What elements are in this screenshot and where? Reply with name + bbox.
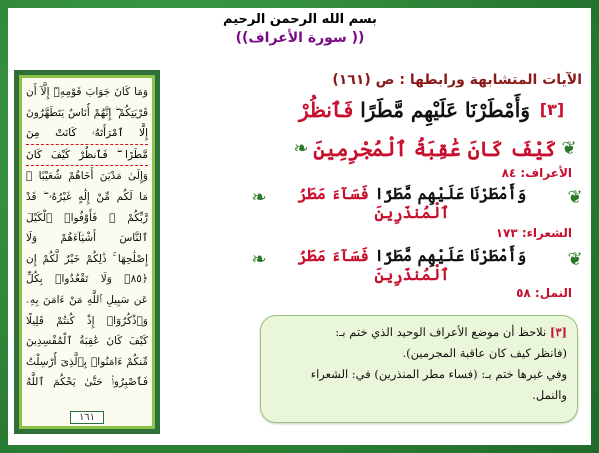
mushaf-line: إِلَّا ٱمْرَأَتَهُۥ كَانَتْ مِنَ xyxy=(26,123,148,145)
ornament-icon: ❧ xyxy=(251,249,267,270)
mushaf-line: مَا لَكُم مِّنْ إِلَٰهٍ غَيْرُهُۥ ۖ قَدْ xyxy=(26,190,148,203)
mushaf-line: ٱلنَّاسَ أَشْيَآءَهُمْ وَلَا xyxy=(26,232,148,245)
ornament-icon: ❦ xyxy=(567,249,583,270)
main-ayah-red: فَٱنظُرْ xyxy=(298,98,354,122)
mushaf-page-inner xyxy=(19,75,155,429)
label-araf: الأعراف: ٨٤ xyxy=(501,166,572,180)
note-box xyxy=(260,315,578,423)
label-shuara: الشعراء: ١٧٣ xyxy=(495,226,572,240)
mushaf-line: فَٱصْبِرُوا۟ حَتَّىٰ يَحْكُمَ ٱللَّهُ xyxy=(26,376,148,389)
ornament-icon: ❧ xyxy=(251,187,267,208)
main-ayah-line2: كَيْفَ كَانَ عَٰقِبَةُ ٱلْمُجْرِمِينَ xyxy=(313,137,557,161)
mushaf-line: قَرْيَتِكُمْ ۖ إِنَّهُمْ أُنَاسٌ يَتَطَهَّرُونَ xyxy=(26,106,148,119)
mushaf-line: عَن سَبِيلِ ٱللَّهِ مَنْ ءَامَنَ بِهِۦ xyxy=(26,293,148,306)
ayah-shuara xyxy=(262,246,562,284)
ayah-araf-black: وَأَمْطَرْنَا عَلَيْهِم مَّطَرًا xyxy=(374,184,527,203)
mushaf-line: وَمَا كَانَ جَوَابَ قَوْمِهِۦٓ إِلَّآ أَن xyxy=(26,86,148,98)
ayah-shuara-black: وَأَمْطَرْنَا عَلَيْهِم مَّطَرًا xyxy=(374,246,527,265)
note-line-1 xyxy=(271,322,567,343)
mushaf-page xyxy=(14,70,160,434)
ayah-araf xyxy=(262,184,562,222)
mushaf-line: كَيْفَ كَانَ عَٰقِبَةُ ٱلْمُفْسِدِينَ xyxy=(26,335,148,348)
mushaf-line: وَإِلَىٰ مَدْيَنَ أَخَاهُمْ شُعَيْبًا ۗ xyxy=(26,170,148,183)
label-naml: النمل: ٥٨ xyxy=(516,286,572,300)
mushaf-line: رَّبِّكُمْ ۖ فَأَوْفُوا۟ ٱلْكَيْلَ xyxy=(26,211,148,224)
note-line-4: والنمل. xyxy=(532,388,567,402)
mushaf-line: وَٱذْكُرُوٓا۟ إِذْ كُنتُمْ قَلِيلًا xyxy=(26,314,148,327)
mushaf-line: مَّطَرًا ۖ فَٱنظُرْ كَيْفَ كَانَ xyxy=(26,145,148,167)
ornament-icon: ❦ xyxy=(567,187,583,208)
surah-title: (( سورة الأعراف)) xyxy=(235,30,365,46)
note-number: [٣] xyxy=(549,325,567,339)
note-text-1: نلاحظ أن موضع الأعراف الوحيد الذي ختم بـ: xyxy=(335,325,547,339)
section-title: الآيات المتشابهة ورابطها : ص (١٦١) xyxy=(332,72,582,88)
mushaf-line: إِصْلَٰحِهَا ۚ ذَٰلِكُمْ خَيْرٌ لَّكُمْ إِن xyxy=(26,252,148,265)
mushaf-text xyxy=(26,82,148,393)
ayah-araf-red: فَسَآءَ مَطَرُ ٱلْمُنذَرِينَ xyxy=(297,184,450,222)
basmala: بسم الله الرحمن الرحيم xyxy=(223,12,377,27)
ayah-shuara-red: فَسَآءَ مَطَرُ ٱلْمُنذَرِينَ xyxy=(297,246,450,284)
main-ayah-black: وَأَمْطَرْنَا عَلَيْهِم مَّطَرًا xyxy=(360,98,530,122)
page-number-label: ١٦١ xyxy=(70,411,104,424)
ornament-icon: ❧ xyxy=(293,138,309,159)
mushaf-line: ﴿٨٥﴾ وَلَا تَقْعُدُوا۟ بِكُلِّ xyxy=(26,273,148,286)
ornament-icon: ❦ xyxy=(561,138,577,159)
mushaf-line: مِّنكُمْ ءَامَنُوا۟ بِٱلَّذِىٓ أُرْسِلْتُ xyxy=(26,355,148,368)
note-line-3: وفي غيرها ختم بـ: (فساء مطر المنذرين) في: الشعراء xyxy=(310,367,567,381)
page-number xyxy=(22,411,152,424)
item-number: [٣] xyxy=(539,100,565,119)
main-ayah xyxy=(252,98,530,122)
note-line-2: (فانظر كيف كان عاقبة المجرمين). xyxy=(402,346,567,360)
